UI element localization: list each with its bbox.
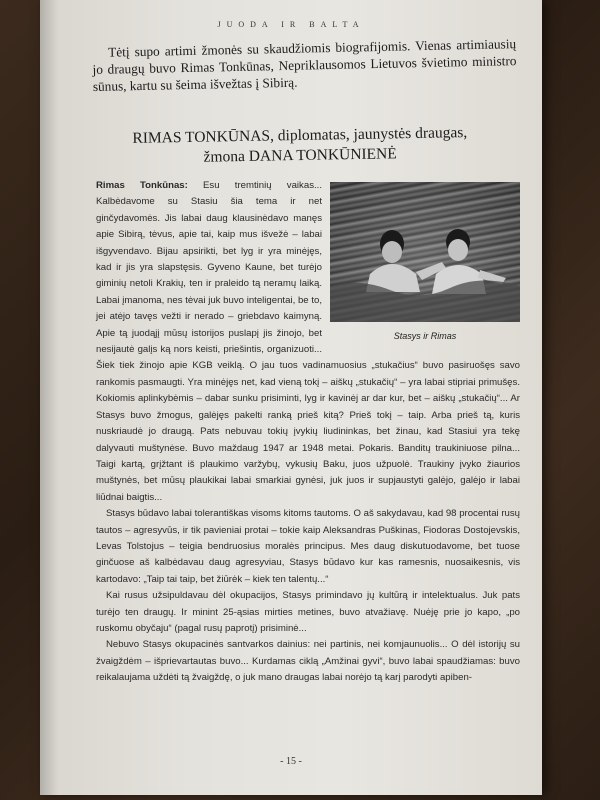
page-gutter-shadow (40, 0, 58, 795)
page-number: - 15 - (280, 756, 302, 767)
running-header: JUODA IR BALTA (217, 20, 365, 29)
swimmers-illustration (330, 182, 520, 322)
paragraph-2: Stasys būdavo labai tolerantiškas visoms kitoms tautoms. O aš sakydavau, kad 98 procentai rusų tautos – agresyvūs, ir tik pavieniai protai – tokie kaip Aleksandras Puškinas, Fiodoras Dostojevskis, Levas Tolstojus – teigia bendruosius moralės principus. Mes daug diskutuodavome, bet tuose ginčuose aš kalbėdavau daug agresyviau, Stasys būdavo kur kas ramesnis, nuosaikesnis, vis kartodavo: „Taip tai taip, bet žiūrėk – kiek ten talentų...“ (96, 508, 520, 585)
photo-figure (330, 182, 520, 344)
section-title (100, 123, 501, 170)
photo-caption: Stasys ir Rimas (393, 331, 457, 341)
body-text (96, 178, 520, 687)
speaker-label: Rimas Tonkūnas: (96, 180, 188, 191)
paragraph-4: Nebuvo Stasys okupacinės santvarkos dainius: nei partinis, nei komjaunuolis... O dėl istorijų su žvaigždėm – išprievartautas buvo... Kurdamas ciklą „Amžinai gyvi“, buvo labai spaudžiamas: buvo reikalaujama uždėti tą žvaigždę, o juk mano draugas labai norėjo tą karį parodyti apiben- (96, 639, 520, 684)
paragraph-3: Kai rusus užsipuldavau dėl okupacijos, Stasys primindavo jų kultūrą ir intelektualus. Juk pats turėjo ten draugų. Ir minint 25-ąsias mirties metines, buvo atvažiavę. Nuėję prie jo kapo, „po ruskomu obyčaju“ (pagal rusų paprotį) prisiminė... (96, 590, 520, 634)
book-page (40, 0, 542, 795)
section-title-line-2: žmona DANA TONKŪNIENĖ (203, 145, 397, 166)
paragraph-1-text: Esu tremtinių vaikas... Kalbėdavome su Stasiu šia tema ir net ginčydavomės. Jis labai daug klausinėdavo manęs apie Sibirą, tėvus, apie tai, kaip mus išvežė – labai išgyvendavo. Bijau apsirikti, bet lyg ir yra minėjęs, kad ir jis yra slapstęsis. Gyveno Kaune, bet turėjo giminių netoli Krakių, ten ir praleido tą neramų laiką. Labai įmanoma, nes tėvai juk buvo inteligentai, be to, jei atėjo tavęs vežti ir nerado – griebdavo kaimyną. Apie tą juodąjį mūsų istorijos puslapį jis žinojo, bet nesijautė galįs ką nors keisti, priešintis, organizuoti... Šiek tiek žinojo apie KGB veiklą. O jau tuos vadinamuosius „stukačius“ buvo pasiruošęs savo rankomis pasmaugti. Yra minėjęs net, kad vieną tokį – aiškų „stukačių“ – yra labai stipriai primušęs. Kokiomis aplinkybėmis – dabar sunku prisiminti, lyg ir kavinėj ar dar kur, bet – aiškų „stukačių“... Ar Stasys buvo žmogus, galėjęs pakelti ranką prieš kitą? Prieš tokį – taip. Arba prieš tą, kuris nuskriaudė jo draugą. Pats nebuvau tokių įvykių liudininkas, bet žinau, kad Stasiui yra tekę dalyvauti muštynėse. Buvo maždaug 1947 ar 1948 metai. Pokaris. Banditų traukiniuose pilna... Taigi kartą, grįžtant iš plaukimo varžybų, vykusių Baku, juos užpuolė. Traukiny įvyko žiaurios muštynės, bet mūsų plaukikai labai smarkiai gynėsi, juk juos ir supjaustyti galėjo, galėjo ir labai liūdnai baigtis... (96, 180, 520, 503)
intro-paragraph: Tėtį supo artimi žmonės su skaudžiomis biografijomis. Vienas artimiausių jo draugų buvo Rimas Tonkūnas, Nepriklausomos Lietuvos švietimo ministro sūnus, kartu su šeima išvežtas į Sibirą. (92, 36, 517, 94)
section-title-line-1: RIMAS TONKŪNAS, diplomatas, jaunystės draugas, (132, 124, 468, 147)
photo-swimmers (330, 182, 520, 322)
